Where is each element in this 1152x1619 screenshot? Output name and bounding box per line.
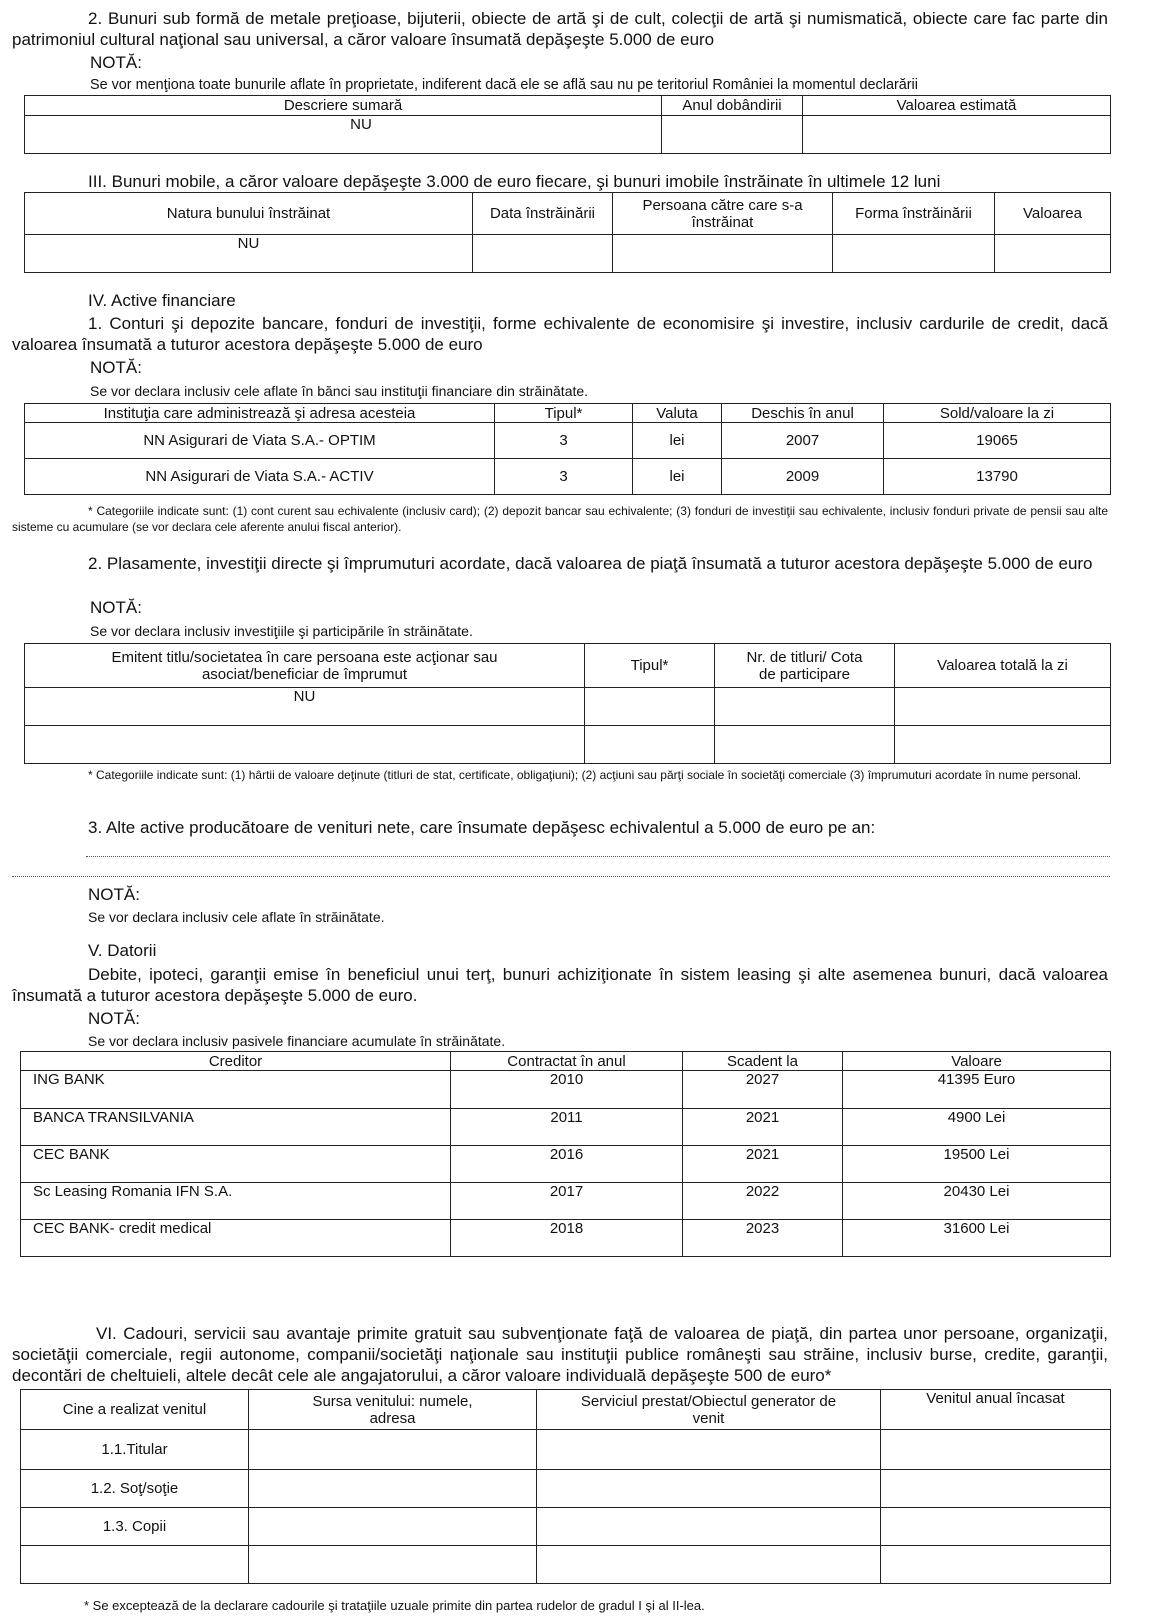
table-cell: 2016 <box>451 1146 683 1183</box>
table-header: Valoare <box>843 1052 1111 1071</box>
table-cell <box>585 688 715 726</box>
table-cell: Sc Leasing Romania IFN S.A. <box>21 1183 451 1220</box>
table-cell: NN Asigurari de Viata S.A.- ACTIV <box>25 459 495 495</box>
table-cell <box>249 1470 537 1508</box>
table-header: Scadent la <box>683 1052 843 1071</box>
section-2-heading: 2. Bunuri sub formă de metale preţioase, bijuterii, obiecte de artă şi de cult, colecţii de artă şi numismatică, obiecte care fac parte din patrimoniul cultural naţional sau universal, a căror valoare însumată depăşeşte 5.000 de euro <box>12 9 1108 49</box>
table-cell <box>895 688 1111 726</box>
table-cell <box>585 726 715 764</box>
section-4-1-footnote: * Categoriile indicate sunt: (1) cont curent sau echivalente (inclusiv card); (2) depozit bancar sau echivalente; (3) fonduri de investiţii sau echivalente, inclusiv fonduri private de pensii sau alte sisteme cu acumulare (se vor declara cele aferente anului fiscal anterior). <box>12 504 1108 534</box>
table-header: Deschis în anul <box>722 404 884 423</box>
table-cell <box>662 116 803 154</box>
table-cell: ING BANK <box>21 1071 451 1109</box>
table-cell: 19500 Lei <box>843 1146 1111 1183</box>
section-6-heading: VI. Cadouri, servicii sau avantaje primite gratuit sau subvenţionate faţă de valoarea de piaţă, din partea unor persoane, organizaţii, societăţii comerciale, regii autonome, companii/societăţi naţionale sau instituţii publice româneşti sau străine, inclusiv burse, credite, garanţii, decontări de cheltuieli, altele decât cele ale angajatorului, a căror valoare individuală depăşeşte 500 de euro* <box>12 1324 1108 1385</box>
table-cell: 2027 <box>683 1071 843 1109</box>
table-cell: 2023 <box>683 1220 843 1257</box>
section-2-nota: Se vor menţiona toate bunurile aflate în proprietate, indiferent dacă ele se află sau nu pe teritoriul României la momentul declarării <box>90 77 918 93</box>
table-cell: lei <box>633 423 722 459</box>
table-header: Emitent titlu/societatea în care persoana este acţionar sau asociat/beneficiar de împrumut <box>25 644 585 688</box>
table-cell <box>249 1430 537 1470</box>
table-cell <box>881 1546 1111 1584</box>
table-cell: 4900 Lei <box>843 1109 1111 1146</box>
table-cell: 1.3. Copii <box>21 1508 249 1546</box>
section-5-text: Debite, ipoteci, garanţii emise în beneficiul unui terţ, bunuri achiziţionate în sistem leasing şi alte asemenea bunuri, dacă valoarea însumată a tuturor acestora depăşeşte 5.000 de euro. <box>12 965 1108 1005</box>
table-cell <box>473 235 613 273</box>
table-header: Instituţia care administrează şi adresa acesteia <box>25 404 495 423</box>
table-cell <box>895 726 1111 764</box>
table-cell: 2017 <box>451 1183 683 1220</box>
table-header: Anul dobândirii <box>662 96 803 116</box>
table-cell <box>881 1470 1111 1508</box>
table-cell: CEC BANK- credit medical <box>21 1220 451 1257</box>
section-4-2-heading: 2. Plasamente, investiţii directe şi împrumuturi acordate, dacă valoarea de piaţă însumată a tuturor acestora depăşeşte 5.000 de euro <box>88 554 1093 573</box>
table-header: Descriere sumară <box>25 96 662 116</box>
table-header: Persoana către care s-a înstrăinat <box>613 193 833 235</box>
table-header: Sold/valoare la zi <box>884 404 1111 423</box>
section-4-1-table <box>24 403 1111 495</box>
table-cell: NN Asigurari de Viata S.A.- OPTIM <box>25 423 495 459</box>
table-header: Valoarea <box>995 193 1111 235</box>
section-4-1-nota-label: NOTĂ: <box>90 358 142 377</box>
section-4-3-heading: 3. Alte active producătoare de venituri nete, care însumate depăşesc echivalentul a 5.000 de euro pe an: <box>88 818 876 837</box>
table-header: Valuta <box>633 404 722 423</box>
section-2-table <box>24 95 1111 154</box>
table-cell: 20430 Lei <box>843 1183 1111 1220</box>
section-6-table <box>20 1389 1111 1584</box>
table-cell <box>537 1508 881 1546</box>
table-cell: 1.2. Soţ/soţie <box>21 1470 249 1508</box>
table-cell: NU <box>25 688 585 726</box>
table-cell: 1.1.Titular <box>21 1430 249 1470</box>
table-header: Venitul anual încasat <box>881 1390 1111 1430</box>
table-cell <box>249 1508 537 1546</box>
table-header: Forma înstrăinării <box>833 193 995 235</box>
table-header: Creditor <box>21 1052 451 1071</box>
section-4-2-nota: Se vor declara inclusiv investiţiile şi participările în străinătate. <box>90 623 473 639</box>
table-header: Sursa venitului: numele, adresa <box>249 1390 537 1430</box>
section-4-1-heading: 1. Conturi şi depozite bancare, fonduri de investiţii, forme echivalente de economisire şi investire, inclusiv cardurile de credit, dacă valoarea însumată a tuturor acestora depăşeşte 5.000 de euro <box>12 314 1108 354</box>
section-4-2-nota-label: NOTĂ: <box>90 598 142 617</box>
table-cell <box>249 1546 537 1584</box>
table-cell: CEC BANK <box>21 1146 451 1183</box>
section-5-nota-label: NOTĂ: <box>88 1009 140 1028</box>
table-cell: 2021 <box>683 1109 843 1146</box>
table-cell: 41395 Euro <box>843 1071 1111 1109</box>
table-cell <box>881 1430 1111 1470</box>
table-cell <box>715 726 895 764</box>
table-cell: 2021 <box>683 1146 843 1183</box>
section-5-heading: V. Datorii <box>88 941 157 960</box>
table-cell <box>715 688 895 726</box>
section-4-2-table <box>24 643 1111 764</box>
table-cell: NU <box>25 116 662 154</box>
table-header: Cine a realizat venitul <box>21 1390 249 1430</box>
section-4-2-footnote: * Categoriile indicate sunt: (1) hârtii de valoare deţinute (titluri de stat, certificate, obligaţiuni); (2) acţiuni sau părţi sociale în societăţi comerciale (3) împrumuturi acordate în nume personal. <box>88 768 1082 782</box>
section-4-heading: IV. Active financiare <box>88 291 236 310</box>
section-3-table <box>24 192 1111 273</box>
table-cell: 2007 <box>722 423 884 459</box>
table-cell <box>803 116 1111 154</box>
table-cell <box>833 235 995 273</box>
table-header: Valoarea totală la zi <box>895 644 1111 688</box>
section-2-nota-label: NOTĂ: <box>90 53 142 72</box>
section-5-table <box>20 1051 1111 1257</box>
table-cell <box>613 235 833 273</box>
table-header: Natura bunului înstrăinat <box>25 193 473 235</box>
table-cell: 2022 <box>683 1183 843 1220</box>
table-cell: 3 <box>495 459 633 495</box>
table-cell: 2009 <box>722 459 884 495</box>
table-cell <box>25 726 585 764</box>
table-header: Valoarea estimată <box>803 96 1111 116</box>
dotted-line <box>12 876 1110 877</box>
table-cell <box>881 1508 1111 1546</box>
table-cell: 2010 <box>451 1071 683 1109</box>
section-4-3-nota-label: NOTĂ: <box>88 885 140 904</box>
table-cell: 31600 Lei <box>843 1220 1111 1257</box>
table-cell <box>537 1470 881 1508</box>
table-cell: 2018 <box>451 1220 683 1257</box>
table-cell: 3 <box>495 423 633 459</box>
section-6-footnote: * Se exceptează de la declarare cadourile şi trataţiile uzuale primite din partea rudelor de gradul I şi al II-lea. <box>84 1598 705 1613</box>
table-header: Nr. de titluri/ Cota de participare <box>715 644 895 688</box>
table-cell <box>537 1430 881 1470</box>
section-3-heading: III. Bunuri mobile, a căror valoare depăşeşte 3.000 de euro fiecare, şi bunuri imobile înstrăinate în ultimele 12 luni <box>88 172 941 191</box>
table-cell: 2011 <box>451 1109 683 1146</box>
table-header: Contractat în anul <box>451 1052 683 1071</box>
section-5-nota: Se vor declara inclusiv pasivele financiare acumulate în străinătate. <box>88 1033 506 1049</box>
table-cell: 19065 <box>884 423 1111 459</box>
table-cell: NU <box>25 235 473 273</box>
table-cell: 13790 <box>884 459 1111 495</box>
table-cell <box>537 1546 881 1584</box>
table-cell <box>21 1546 249 1584</box>
table-header: Tipul* <box>585 644 715 688</box>
section-4-1-nota: Se vor declara inclusiv cele aflate în bănci sau instituţii financiare din străinătate. <box>90 383 589 399</box>
section-4-3-nota: Se vor declara inclusiv cele aflate în străinătate. <box>88 909 385 925</box>
table-header: Tipul* <box>495 404 633 423</box>
dotted-line <box>86 856 1110 857</box>
table-cell: lei <box>633 459 722 495</box>
table-cell <box>995 235 1111 273</box>
table-cell: BANCA TRANSILVANIA <box>21 1109 451 1146</box>
table-header: Data înstrăinării <box>473 193 613 235</box>
table-header: Serviciul prestat/Obiectul generator de venit <box>537 1390 881 1430</box>
